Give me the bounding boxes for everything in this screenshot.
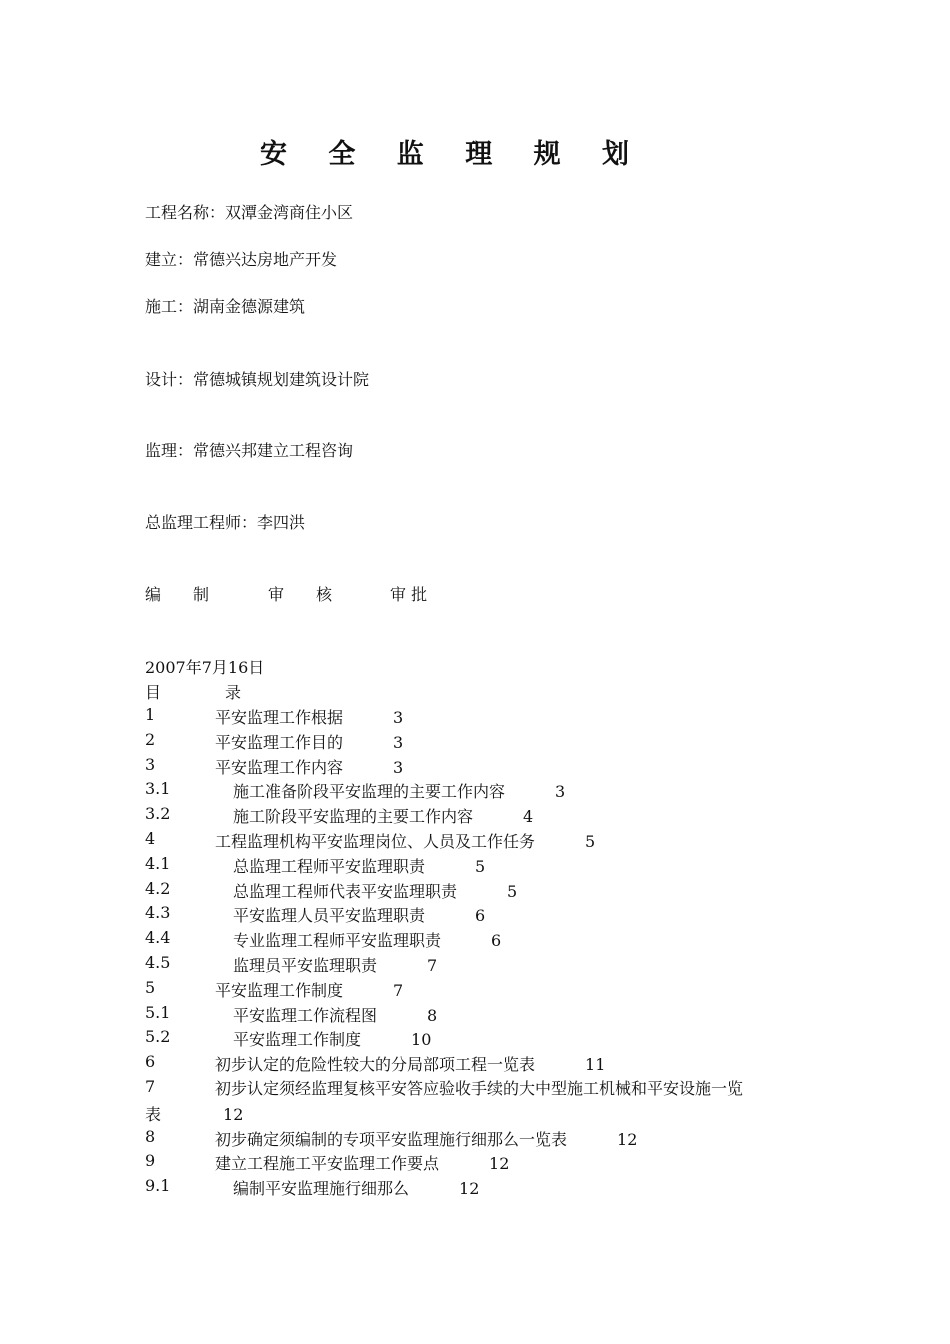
toc-entry-text: [215, 730, 403, 753]
toc-entry: [145, 779, 805, 804]
toc-entry: [145, 1027, 805, 1052]
toc-entry-number: 3.1: [145, 779, 171, 799]
toc-entry-number: 7: [145, 1076, 156, 1096]
toc-entry-text: [215, 829, 595, 852]
toc-entry-text: [215, 1077, 800, 1102]
toc-entry-title: 初步认定的危险性较大的分局部项工程一览表: [215, 1055, 536, 1075]
toc-entry-title: 初步确定须编制的专项平安监理施行细那么一览表: [215, 1129, 568, 1149]
toc-entry: [145, 755, 805, 780]
toc-entry-title: 平安监理工作目的: [215, 732, 344, 752]
toc-entry-title: 施工准备阶段平安监理的主要工作内容: [233, 782, 506, 802]
toc-entry-page: 6: [475, 906, 486, 926]
toc-entry-title: 专业监理工程师平安监理职责: [233, 931, 442, 951]
toc-entry-page: 4: [523, 807, 534, 827]
toc-entry-number: 4: [145, 828, 156, 848]
toc-entry-title: 平安监理人员平安监理职责: [233, 906, 426, 926]
toc-entry: [145, 730, 805, 755]
approve-label: 审 批: [390, 585, 428, 604]
toc-entry-text: [233, 1003, 437, 1026]
toc-entry-page: 5: [585, 831, 596, 851]
toc-entry-title: 总监理工程师代表平安监理职责: [233, 881, 458, 901]
toc-entry-text: [233, 804, 533, 827]
document-date: 2007年7月16日: [145, 658, 265, 677]
toc-entry-number: 4.2: [145, 878, 171, 898]
toc-entry-title: 平安监理工作流程图: [233, 1005, 378, 1025]
toc-entry-title: 编制平安监理施行细那么: [233, 1179, 410, 1199]
builder-name: 建立：常德兴达房地产开发: [145, 250, 338, 269]
toc-entry-text: [215, 705, 403, 728]
toc-entry-number: 2: [145, 729, 156, 749]
toc-entry: [145, 1176, 805, 1201]
toc-entry: [145, 953, 805, 978]
toc-heading-left: 目: [145, 683, 162, 702]
toc-entry: [145, 1077, 805, 1127]
toc-entry-number: 4.3: [145, 903, 171, 923]
toc-entry: [145, 854, 805, 879]
toc-entry: [145, 829, 805, 854]
toc-entry-text: [233, 1176, 479, 1199]
project-name: 工程名称：双潭金湾商住小区: [145, 203, 354, 222]
toc-entry: [145, 1151, 805, 1176]
toc-entry-page: 7: [393, 980, 404, 1000]
contractor-name: 施工：湖南金德源建筑: [145, 297, 306, 316]
toc-entry-page: 12: [489, 1154, 510, 1174]
toc-entry-number: 4.1: [145, 853, 171, 873]
toc-entry: [145, 1127, 805, 1152]
toc-entry-page: 5: [475, 856, 486, 876]
toc-entry-number: 9: [145, 1151, 156, 1171]
toc-entry-title: 施工阶段平安监理的主要工作内容: [233, 807, 474, 827]
toc-entry-text: [233, 928, 501, 951]
toc-entry-page: 3: [555, 782, 566, 802]
toc-entry: [145, 879, 805, 904]
toc-entry-number: 3.2: [145, 804, 171, 824]
toc-entry-text: [215, 1052, 605, 1075]
toc-entry-text: [215, 978, 403, 1001]
toc-entry-continuation: [145, 1102, 243, 1125]
toc-entry-text: [215, 1127, 637, 1150]
toc-entry-title: 工程监理机构平安监理岗位、人员及工作任务: [215, 831, 536, 851]
toc-entry-text: [233, 879, 517, 902]
toc-entry-page: 3: [393, 732, 404, 752]
designer-name: 设计：常德城镇规划建筑设计院: [145, 370, 370, 389]
toc-entry-title-cont: 表: [145, 1104, 162, 1124]
toc-entry-text: [233, 779, 565, 802]
toc-entry-text: [233, 1027, 431, 1050]
toc-entry: [145, 978, 805, 1003]
toc-entry-page: 3: [393, 757, 404, 777]
toc-entry-number: 5: [145, 977, 156, 997]
toc-entry-page: 3: [393, 708, 404, 727]
toc-entry: [145, 804, 805, 829]
toc-entry-number: 6: [145, 1052, 156, 1072]
page-title: 安 全 监 理 规 划: [260, 139, 645, 170]
toc-entry-page: 5: [507, 881, 518, 901]
toc-entry-page: 12: [223, 1104, 244, 1124]
toc-entry-number: 9.1: [145, 1176, 171, 1196]
chief-engineer: 总监理工程师：李四洪: [145, 513, 306, 532]
toc-entry-page: 12: [459, 1179, 480, 1199]
table-of-contents: [145, 705, 805, 1201]
toc-entry-title: 监理员平安监理职责: [233, 955, 378, 975]
toc-entry-number: 8: [145, 1126, 156, 1146]
toc-entry-number: 5.1: [145, 1002, 171, 1022]
toc-entry: [145, 903, 805, 928]
compile-label: 编 制: [145, 585, 210, 604]
toc-entry-page: 6: [491, 931, 502, 951]
toc-entry-page: 10: [411, 1030, 432, 1050]
toc-entry-number: 3: [145, 754, 156, 774]
toc-entry-page: 7: [427, 955, 438, 975]
toc-entry-text: [215, 1151, 509, 1174]
toc-entry: [145, 705, 805, 730]
toc-entry: [145, 928, 805, 953]
toc-entry-title: 建立工程施工平安监理工作要点: [215, 1154, 440, 1174]
toc-entry-title: 平安监理工作制度: [215, 980, 344, 1000]
toc-entry-title: 平安监理工作根据: [215, 708, 344, 727]
toc-entry: [145, 1052, 805, 1077]
toc-entry-title: 平安监理工作内容: [215, 757, 344, 777]
toc-entry-number: 1: [145, 705, 156, 724]
toc-entry-number: 4.5: [145, 952, 171, 972]
supervisor-name: 监理：常德兴邦建立工程咨询: [145, 441, 354, 460]
toc-entry-text: [215, 755, 403, 778]
toc-entry-page: 8: [427, 1005, 438, 1025]
toc-entry-number: 4.4: [145, 928, 171, 948]
toc-entry-title: 平安监理工作制度: [233, 1030, 362, 1050]
review-label: 审 核: [268, 585, 333, 604]
toc-entry-text: [233, 903, 485, 926]
toc-heading-right: 录: [225, 683, 242, 702]
toc-entry-number: 5.2: [145, 1027, 171, 1047]
toc-entry-text: [233, 953, 437, 976]
toc-entry-page: 12: [617, 1129, 638, 1149]
toc-entry-page: 11: [585, 1055, 606, 1075]
toc-entry-text: [233, 854, 485, 877]
toc-entry-title: 初步认定须经监理复核平安答应验收手续的大中型施工机械和平安设施一览: [215, 1078, 744, 1098]
toc-entry-title: 总监理工程师平安监理职责: [233, 856, 426, 876]
toc-entry: [145, 1003, 805, 1028]
